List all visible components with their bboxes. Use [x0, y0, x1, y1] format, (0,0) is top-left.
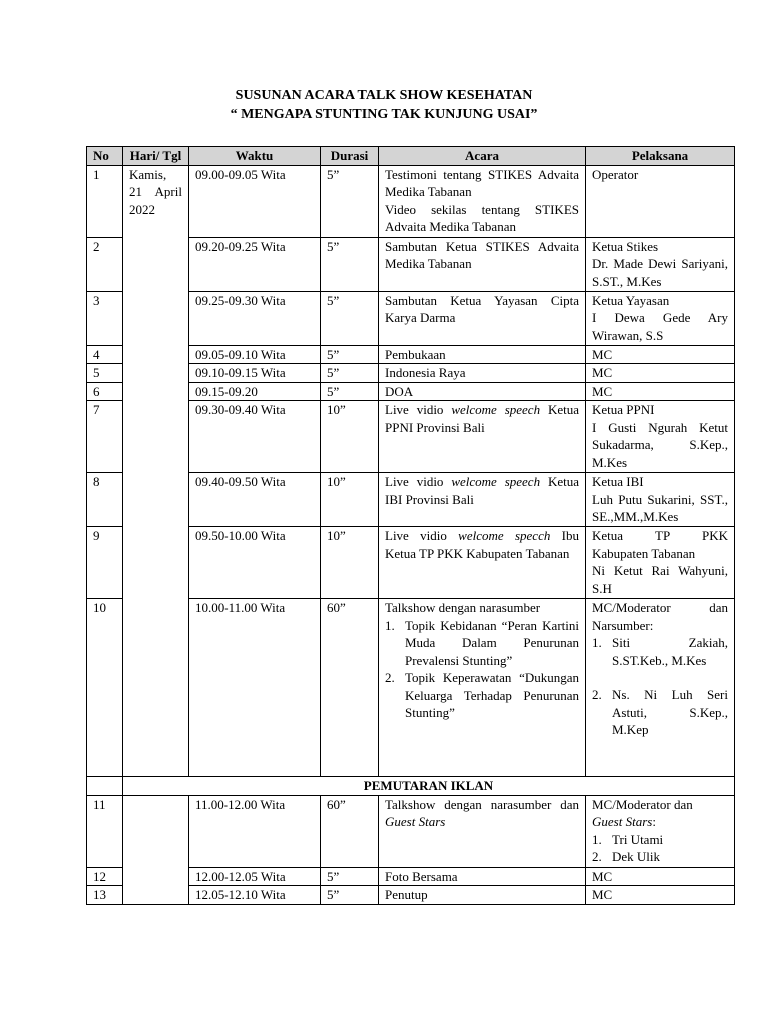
pelaksana-name: Ni Ketut Rai Wahyuni, S.H — [592, 563, 728, 596]
guest-name: Dek Ulik — [612, 849, 661, 864]
pelaksana-emphasis: Guest Stars — [592, 814, 653, 829]
schedule-table — [86, 146, 735, 905]
cell-acara: Pembukaan — [379, 345, 586, 364]
cell-acara: Penutup — [379, 886, 586, 905]
header-pelaksana: Pelaksana — [586, 147, 735, 166]
cell-acara: Foto Bersama — [379, 867, 586, 886]
pelaksana-name: Luh Putu Sukarini, SST., SE.,MM.,M.Kes — [592, 491, 728, 524]
cell-waktu: 09.25-09.30 Wita — [189, 291, 321, 345]
cell-durasi: 5” — [321, 165, 379, 237]
header-durasi: Durasi — [321, 147, 379, 166]
title-line-2: “ MENGAPA STUNTING TAK KUNJUNG USAI” — [230, 107, 538, 122]
cell-pelaksana: MC — [586, 886, 735, 905]
pelaksana-role: Ketua Yayasan — [592, 292, 670, 308]
cell-waktu: 09.30-09.40 Wita — [189, 401, 321, 473]
topic-list — [385, 617, 579, 722]
cell-empty — [87, 777, 123, 796]
cell-durasi: 5” — [321, 867, 379, 886]
cell-pelaksana: MC — [586, 345, 735, 364]
cell-acara — [379, 401, 586, 473]
cell-durasi: 10” — [321, 401, 379, 473]
cell-no: 12 — [87, 867, 123, 886]
cell-pelaksana — [586, 527, 735, 599]
pelaksana-role: Ketua TP PKK Kabupaten Tabanan — [592, 528, 728, 561]
cell-no: 3 — [87, 291, 123, 345]
acara-text: Ketua IBI Provinsi Bali — [385, 474, 580, 507]
acara-text: Live vidio — [385, 402, 452, 417]
list-marker: 2. — [385, 670, 395, 685]
list-marker: 1. — [592, 635, 602, 650]
cell-waktu: 11.00-12.00 Wita — [189, 795, 321, 867]
cell-pelaksana: MC — [586, 382, 735, 401]
cell-pelaksana — [586, 291, 735, 345]
acara-text: Ibu Ketua TP PKK Kabupaten Tabanan — [385, 528, 579, 561]
cell-pelaksana: MC — [586, 867, 735, 886]
cell-no: 9 — [87, 527, 123, 599]
cell-waktu: 09.20-09.25 Wita — [189, 237, 321, 291]
iklan-label: PEMUTARAN IKLAN — [123, 777, 735, 796]
acara-emphasis: welcome speech — [451, 402, 541, 417]
cell-pelaksana — [586, 599, 735, 777]
acara-line: Testimoni tentang STIKES Advaita Medika Tabanan — [385, 166, 579, 199]
list-marker: 2. — [592, 849, 602, 864]
cell-pelaksana: MC — [586, 364, 735, 383]
cell-durasi: 5” — [321, 345, 379, 364]
pelaksana-role: Ketua IBI — [592, 474, 644, 489]
list-item — [592, 831, 728, 849]
cell-acara: Sambutan Ketua Yayasan Cipta Karya Darma — [379, 291, 586, 345]
cell-no: 10 — [87, 599, 123, 777]
header-hari: Hari/ Tgl — [123, 147, 189, 166]
cell-no: 2 — [87, 237, 123, 291]
list-item — [592, 634, 728, 669]
cell-acara — [379, 795, 586, 867]
cell-pelaksana — [586, 237, 735, 291]
cell-acara — [379, 473, 586, 527]
cell-pelaksana — [586, 795, 735, 867]
topic-text: Topik Keperawatan “Dukungan Keluarga Terhadap Penurunan Stunting” — [405, 670, 579, 720]
document-title — [0, 86, 768, 124]
pelaksana-colon: : — [652, 814, 656, 829]
acara-emphasis: Guest Stars — [385, 814, 446, 829]
cell-acara — [379, 165, 586, 237]
list-marker: 1. — [592, 831, 602, 847]
cell-day-empty — [123, 795, 189, 904]
acara-text: Live vidio — [385, 474, 452, 489]
pelaksana-name: Dr. Made Dewi Sariyani, S.ST., M.Kes — [592, 256, 728, 289]
cell-durasi: 10” — [321, 527, 379, 599]
cell-waktu: 09.15-09.20 — [189, 382, 321, 401]
table-row-iklan — [87, 777, 735, 796]
cell-durasi: 5” — [321, 886, 379, 905]
acara-text: Ketua PPNI Provinsi Bali — [385, 402, 580, 435]
pelaksana-role: MC/Moderator dan — [592, 796, 693, 812]
header-acara: Acara — [379, 147, 586, 166]
cell-no: 8 — [87, 473, 123, 527]
cell-waktu: 12.05-12.10 Wita — [189, 886, 321, 905]
cell-waktu: 09.05-09.10 Wita — [189, 345, 321, 364]
list-marker: 1. — [385, 617, 395, 633]
cell-acara: DOA — [379, 382, 586, 401]
acara-line: Video sekilas tentang STIKES Advaita Medika Tabanan — [385, 201, 579, 234]
acara-text: Talkshow dengan narasumber — [385, 600, 541, 615]
cell-waktu: 09.50-10.00 Wita — [189, 527, 321, 599]
list-marker: 2. — [592, 687, 602, 702]
title-line-1: SUSUNAN ACARA TALK SHOW KESEHATAN — [235, 88, 533, 103]
guest-name: Tri Utami — [612, 831, 664, 847]
cell-pelaksana: Operator — [586, 165, 735, 237]
acara-emphasis: welcome speech — [451, 474, 541, 489]
cell-no: 11 — [87, 795, 123, 867]
cell-no: 1 — [87, 165, 123, 237]
cell-durasi: 5” — [321, 364, 379, 383]
header-row — [87, 147, 735, 166]
header-waktu: Waktu — [189, 147, 321, 166]
cell-durasi: 5” — [321, 382, 379, 401]
cell-waktu: 09.10-09.15 Wita — [189, 364, 321, 383]
cell-acara — [379, 527, 586, 599]
table-row — [87, 795, 735, 867]
topic-text: Topik Kebidanan “Peran Kartini Muda Dalam Penurunan Prevalensi Stunting” — [405, 617, 579, 668]
pelaksana-role: Ketua PPNI — [592, 402, 655, 417]
pelaksana-role: Ketua Stikes — [592, 238, 659, 254]
cell-pelaksana — [586, 401, 735, 473]
list-spacer — [592, 669, 728, 686]
cell-acara: Indonesia Raya — [379, 364, 586, 383]
list-item — [385, 617, 579, 670]
cell-durasi: 60” — [321, 599, 379, 777]
cell-durasi: 5” — [321, 237, 379, 291]
table-row — [87, 165, 735, 237]
cell-no: 5 — [87, 364, 123, 383]
cell-no: 13 — [87, 886, 123, 905]
cell-no: 7 — [87, 401, 123, 473]
narasumber-name: Siti Zakiah, S.ST.Keb., M.Kes — [612, 635, 728, 668]
cell-waktu: 10.00-11.00 Wita — [189, 599, 321, 777]
list-item — [592, 848, 728, 866]
narasumber-name: Ns. Ni Luh Seri Astuti, S.Kep., M.Kep — [612, 687, 728, 737]
pelaksana-role: MC/Moderator dan Narsumber: — [592, 600, 728, 633]
cell-waktu: 12.00-12.05 Wita — [189, 867, 321, 886]
pelaksana-name: I Gusti Ngurah Ketut Sukadarma, S.Kep., M.Kes — [592, 419, 728, 470]
cell-durasi: 60” — [321, 795, 379, 867]
cell-durasi: 10” — [321, 473, 379, 527]
cell-pelaksana — [586, 473, 735, 527]
cell-durasi: 5” — [321, 291, 379, 345]
list-item — [385, 669, 579, 722]
cell-acara — [379, 599, 586, 777]
acara-text: Live vidio — [385, 528, 459, 543]
header-no: No — [87, 147, 123, 166]
cell-day: Kamis, 21 April 2022 — [123, 165, 189, 777]
acara-text: Talkshow dengan narasumber dan — [385, 796, 579, 812]
acara-emphasis: welcome specch — [458, 528, 551, 543]
cell-waktu: 09.00-09.05 Wita — [189, 165, 321, 237]
cell-waktu: 09.40-09.50 Wita — [189, 473, 321, 527]
list-item — [592, 686, 728, 739]
pelaksana-guest — [592, 813, 728, 831]
guest-list — [592, 831, 728, 866]
pelaksana-name: I Dewa Gede Ary Wirawan, S.S — [592, 310, 728, 343]
cell-no: 6 — [87, 382, 123, 401]
narasumber-list — [592, 634, 728, 739]
cell-acara: Sambutan Ketua STIKES Advaita Medika Tabanan — [379, 237, 586, 291]
cell-no: 4 — [87, 345, 123, 364]
